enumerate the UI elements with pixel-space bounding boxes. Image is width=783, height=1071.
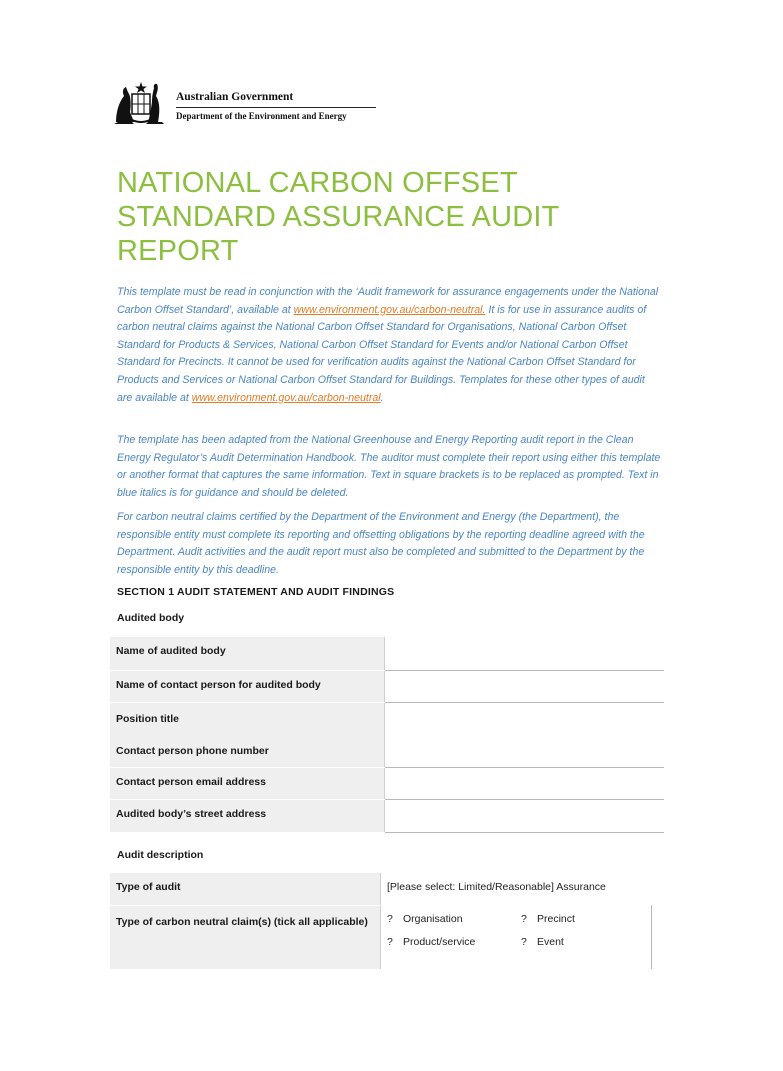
- guidance-text: It is for use in assurance audits of carbon neutral claims against the National Carbon Offset Standard for Organisations, National Carbon Offset Standard for Products & Services, National Carbon Offset Standard for Events and/or National Carbon Offset Standard for Precincts. It cannot be used for verification audits against the National Carbon Offset Standard for Products and Services or National Carbon Offset Standard for Buildings. Templates for these other types of audit are available at: [117, 303, 647, 404]
- table-label: Type of audit: [110, 873, 381, 905]
- checkbox-icon[interactable]: ?: [521, 913, 527, 925]
- street-address-field[interactable]: [385, 799, 665, 832]
- audit-description-table: [110, 873, 652, 970]
- type-of-audit-field[interactable]: [Please select: Limited/Reasonable] Assurance: [381, 873, 652, 905]
- table-label: Name of contact person for audited body: [110, 670, 385, 702]
- table-row: [110, 670, 664, 702]
- claim-option-label: Product/service: [403, 936, 476, 948]
- audited-body-heading: Audited body: [117, 612, 185, 624]
- document-title: [117, 166, 677, 268]
- environment-link[interactable]: www.environment.gov.au/carbon-neutral: [191, 391, 381, 404]
- table-row: [110, 702, 664, 767]
- claim-option-event[interactable]: [521, 936, 631, 948]
- guidance-paragraph-3: For carbon neutral claims certified by the Department of the Environment and Energy (the Department), the responsible entity must complete its reporting and offsetting obligations by the reporting deadline agreed with the Department. Audit activities and the audit report must also be completed and submitted to the Department by the responsible entity by this deadline.: [117, 511, 645, 576]
- government-name: Australian Government: [176, 91, 294, 103]
- claim-option-label: Precinct: [537, 913, 575, 925]
- claim-option-precinct[interactable]: [521, 913, 631, 925]
- table-row: [110, 799, 664, 832]
- audit-description-heading: Audit description: [117, 849, 204, 861]
- guidance-paragraph-1: [117, 284, 662, 407]
- title-line-1: NATIONAL CARBON OFFSET: [117, 167, 518, 199]
- header-divider: [176, 107, 376, 108]
- contact-person-field[interactable]: [385, 670, 665, 702]
- government-header: [110, 78, 378, 128]
- checkbox-icon[interactable]: ?: [387, 913, 393, 925]
- phone-number-label: Contact person phone number: [116, 744, 269, 757]
- table-row: [110, 873, 652, 905]
- table-label: Contact person email address: [110, 767, 385, 799]
- table-row: [110, 637, 664, 670]
- section-1-heading: SECTION 1 AUDIT STATEMENT AND AUDIT FINDINGS: [117, 586, 395, 598]
- table-label: [110, 702, 385, 767]
- contact-email-field[interactable]: [385, 767, 665, 799]
- table-label: Type of carbon neutral claim(s) (tick all applicable): [110, 905, 381, 969]
- claim-checkbox-grid: [387, 913, 645, 948]
- table-row: [110, 905, 652, 969]
- checkbox-icon[interactable]: ?: [521, 936, 527, 948]
- table-row: [110, 767, 664, 799]
- claim-type-options: [381, 905, 652, 969]
- position-phone-field[interactable]: [385, 702, 665, 767]
- title-line-3: REPORT: [117, 235, 239, 267]
- checkbox-icon[interactable]: ?: [387, 936, 393, 948]
- table-label: Name of audited body: [110, 637, 385, 670]
- department-name: Department of the Environment and Energy: [176, 111, 347, 121]
- claim-option-label: Event: [537, 936, 564, 948]
- audited-body-table: [110, 637, 664, 833]
- audited-body-name-field[interactable]: [385, 637, 665, 670]
- claim-option-organisation[interactable]: [387, 913, 521, 925]
- environment-link[interactable]: www.environment.gov.au/carbon-neutral.: [293, 303, 486, 316]
- table-label: Audited body’s street address: [110, 799, 385, 832]
- guidance-text: This template must be read in conjunction with the ‘Audit framework for assurance engagements under the National Carbon Offset Standard’, available at: [117, 286, 659, 316]
- guidance-paragraph-2: The template has been adapted from the National Greenhouse and Energy Reporting audit report in the Clean Energy Regulator’s Audit Determination Handbook. The auditor must complete their report using either this template or another format that captures the same information. Text in square brackets is to be replaced as prompted. Text in blue italics is for guidance and should be deleted.: [117, 434, 661, 499]
- coat-of-arms-icon: [110, 78, 172, 128]
- position-title-label: Position title: [116, 712, 179, 725]
- title-line-2: STANDARD ASSURANCE AUDIT: [117, 201, 560, 233]
- claim-option-product-service[interactable]: [387, 936, 521, 948]
- guidance-text: .: [380, 391, 384, 404]
- claim-option-label: Organisation: [403, 913, 463, 925]
